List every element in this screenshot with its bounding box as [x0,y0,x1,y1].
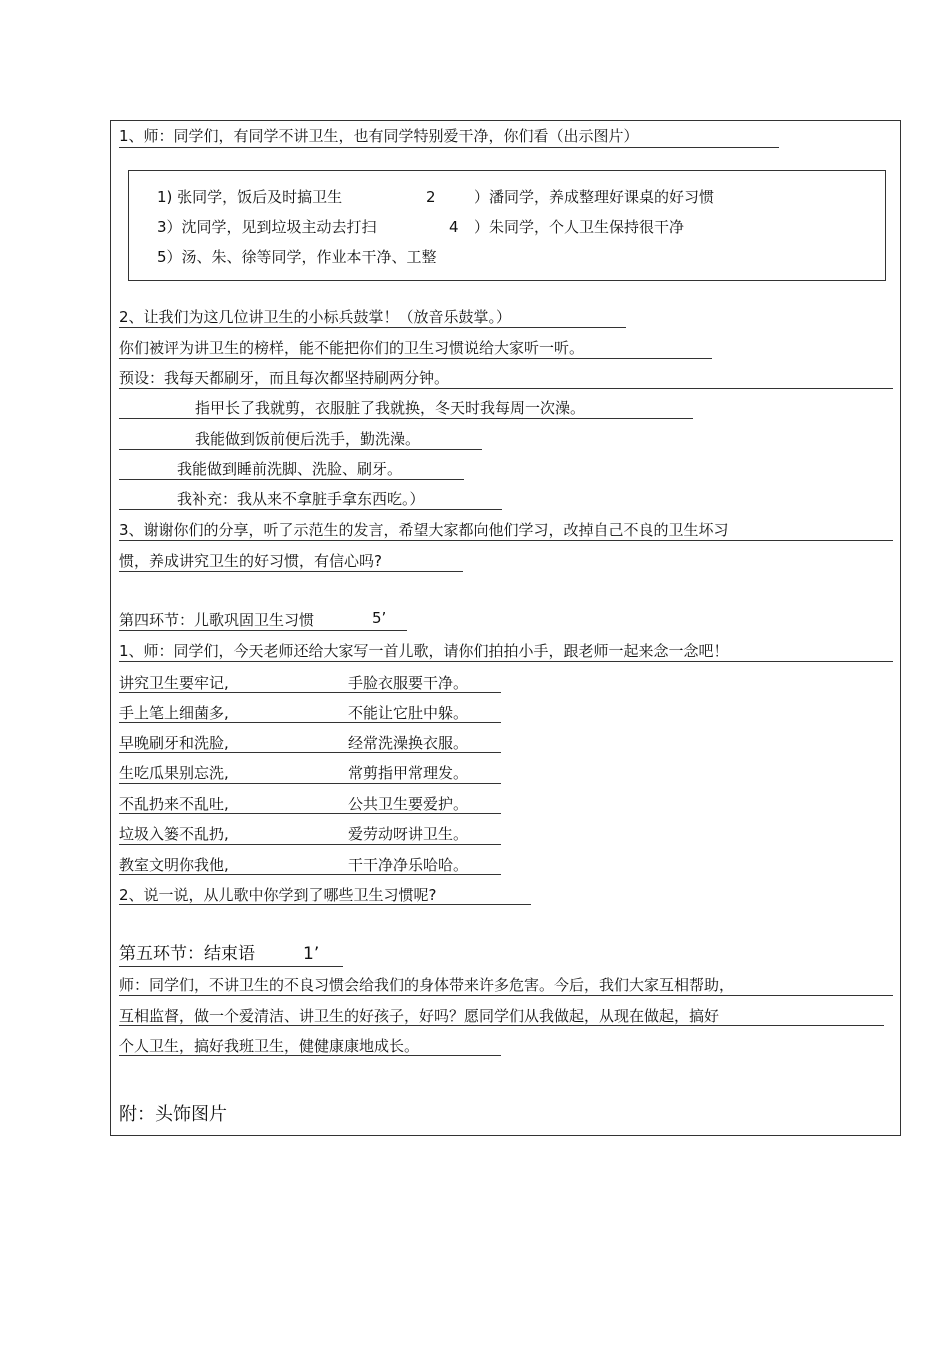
underline [119,813,501,814]
box-item-4: ）朱同学，个人卫生保持很干净 [474,218,685,236]
intro-line: 1、师：同学们，有同学不讲卫生，也有同学特别爱干净，你们看（出示图片） [119,127,639,145]
poem-right-2: 不能让它肚中躲。 [348,704,469,722]
poem-left-3: 早晚刷牙和洗脸, [119,734,229,752]
underline [119,327,626,328]
poem-right-5: 公共卫生要爱护。 [348,795,469,813]
poem-right-4: 常剪指甲常理发。 [348,764,469,782]
underline [119,661,893,662]
box-item-4-num: 4 [449,218,459,236]
poem-right-3: 经常洗澡换衣服。 [348,734,469,752]
sec5-line-3: 个人卫生，搞好我班卫生，健健康康地成长。 [119,1037,420,1055]
underline [119,540,893,541]
s2-line-2: 你们被评为讲卫生的榜样，能不能把你们的卫生习惯说给大家听一听。 [119,339,585,357]
underline [119,783,501,784]
box-item-2: ）潘同学，养成整理好课桌的好习惯 [474,188,715,206]
poem-right-7: 干干净净乐哈哈。 [348,856,469,874]
sec5-title: 第五环节：结束语 [119,944,255,964]
s2-line-7: 我补充：我从来不拿脏手拿东西吃。） [177,490,425,508]
underline [119,449,482,450]
underline [119,722,501,723]
box-item-2-num: 2 [426,188,436,206]
poem-left-4: 生吃瓜果别忘洗, [119,764,229,782]
underline [119,995,893,996]
s3-line-2: 惯，养成讲究卫生的好习惯，有信心吗? [119,552,382,570]
s3-line-1: 3、谢谢你们的分享，听了示范生的发言，希望大家都向他们学习，改掉自己不良的卫生坏习 [119,521,729,539]
underline [119,1025,884,1026]
poem-left-2: 手上笔上细菌多, [119,704,229,722]
underline [119,358,712,359]
s2-line-3: 预设：我每天都刷牙，而且每次都坚持刷两分钟。 [119,369,450,387]
s2-line-5: 我能做到饭前便后洗手，勤洗澡。 [195,430,421,448]
sec5-time: 1’ [303,944,320,964]
underline [119,388,893,389]
poem-right-6: 爱劳动呀讲卫生。 [348,825,469,843]
underline [119,1055,501,1056]
box-item-3: 3）沈同学，见到垃圾主动去打扫 [157,218,377,236]
underline [119,844,501,845]
sec4-line-1: 1、师：同学们，今天老师还给大家写一首儿歌，请你们拍拍小手，跟老师一起来念一念吧！ [119,642,729,660]
s2-line-6: 我能做到睡前洗脚、洗脸、刷牙。 [177,460,403,478]
underline [119,479,464,480]
s2-line-4: 指甲长了我就剪，衣服脏了我就换，冬天时我每周一次澡。 [195,399,586,417]
underline [119,874,501,875]
underline [119,904,531,905]
sec4-title: 第四环节：儿歌巩固卫生习惯 [119,611,315,629]
underline [119,147,779,148]
sec4-time: 5’ [372,609,387,627]
sec5-line-2: 互相监督，做一个爱清洁、讲卫生的好孩子，好吗？愿同学们从我做起，从现在做起，搞好 [119,1007,720,1025]
underline [119,692,501,693]
underline [119,752,501,753]
s2-line-1: 2、让我们为这几位讲卫生的小标兵鼓掌！（放音乐鼓掌。） [119,308,512,326]
poem-left-5: 不乱扔来不乱吐, [119,795,229,813]
underline [119,418,693,419]
attachment-note: 附：头饰图片 [119,1104,227,1125]
poem-left-6: 垃圾入篓不乱扔, [119,825,229,843]
sec4-line-2: 2、说一说，从儿歌中你学到了哪些卫生习惯呢? [119,886,437,904]
underline [119,966,343,967]
poem-right-1: 手脸衣服要干净。 [348,674,469,692]
sec5-line-1: 师：同学们，不讲卫生的不良习惯会给我们的身体带来许多危害。今后，我们大家互相帮助， [119,976,735,994]
poem-left-1: 讲究卫生要牢记, [119,674,229,692]
underline [119,630,407,631]
student-box [128,170,886,281]
underline [119,571,463,572]
poem-left-7: 教室文明你我他, [119,856,229,874]
box-item-1: 1) 张同学，饭后及时搞卫生 [157,188,343,206]
underline [119,509,502,510]
box-item-5: 5）汤、朱、徐等同学，作业本干净、工整 [157,248,437,266]
